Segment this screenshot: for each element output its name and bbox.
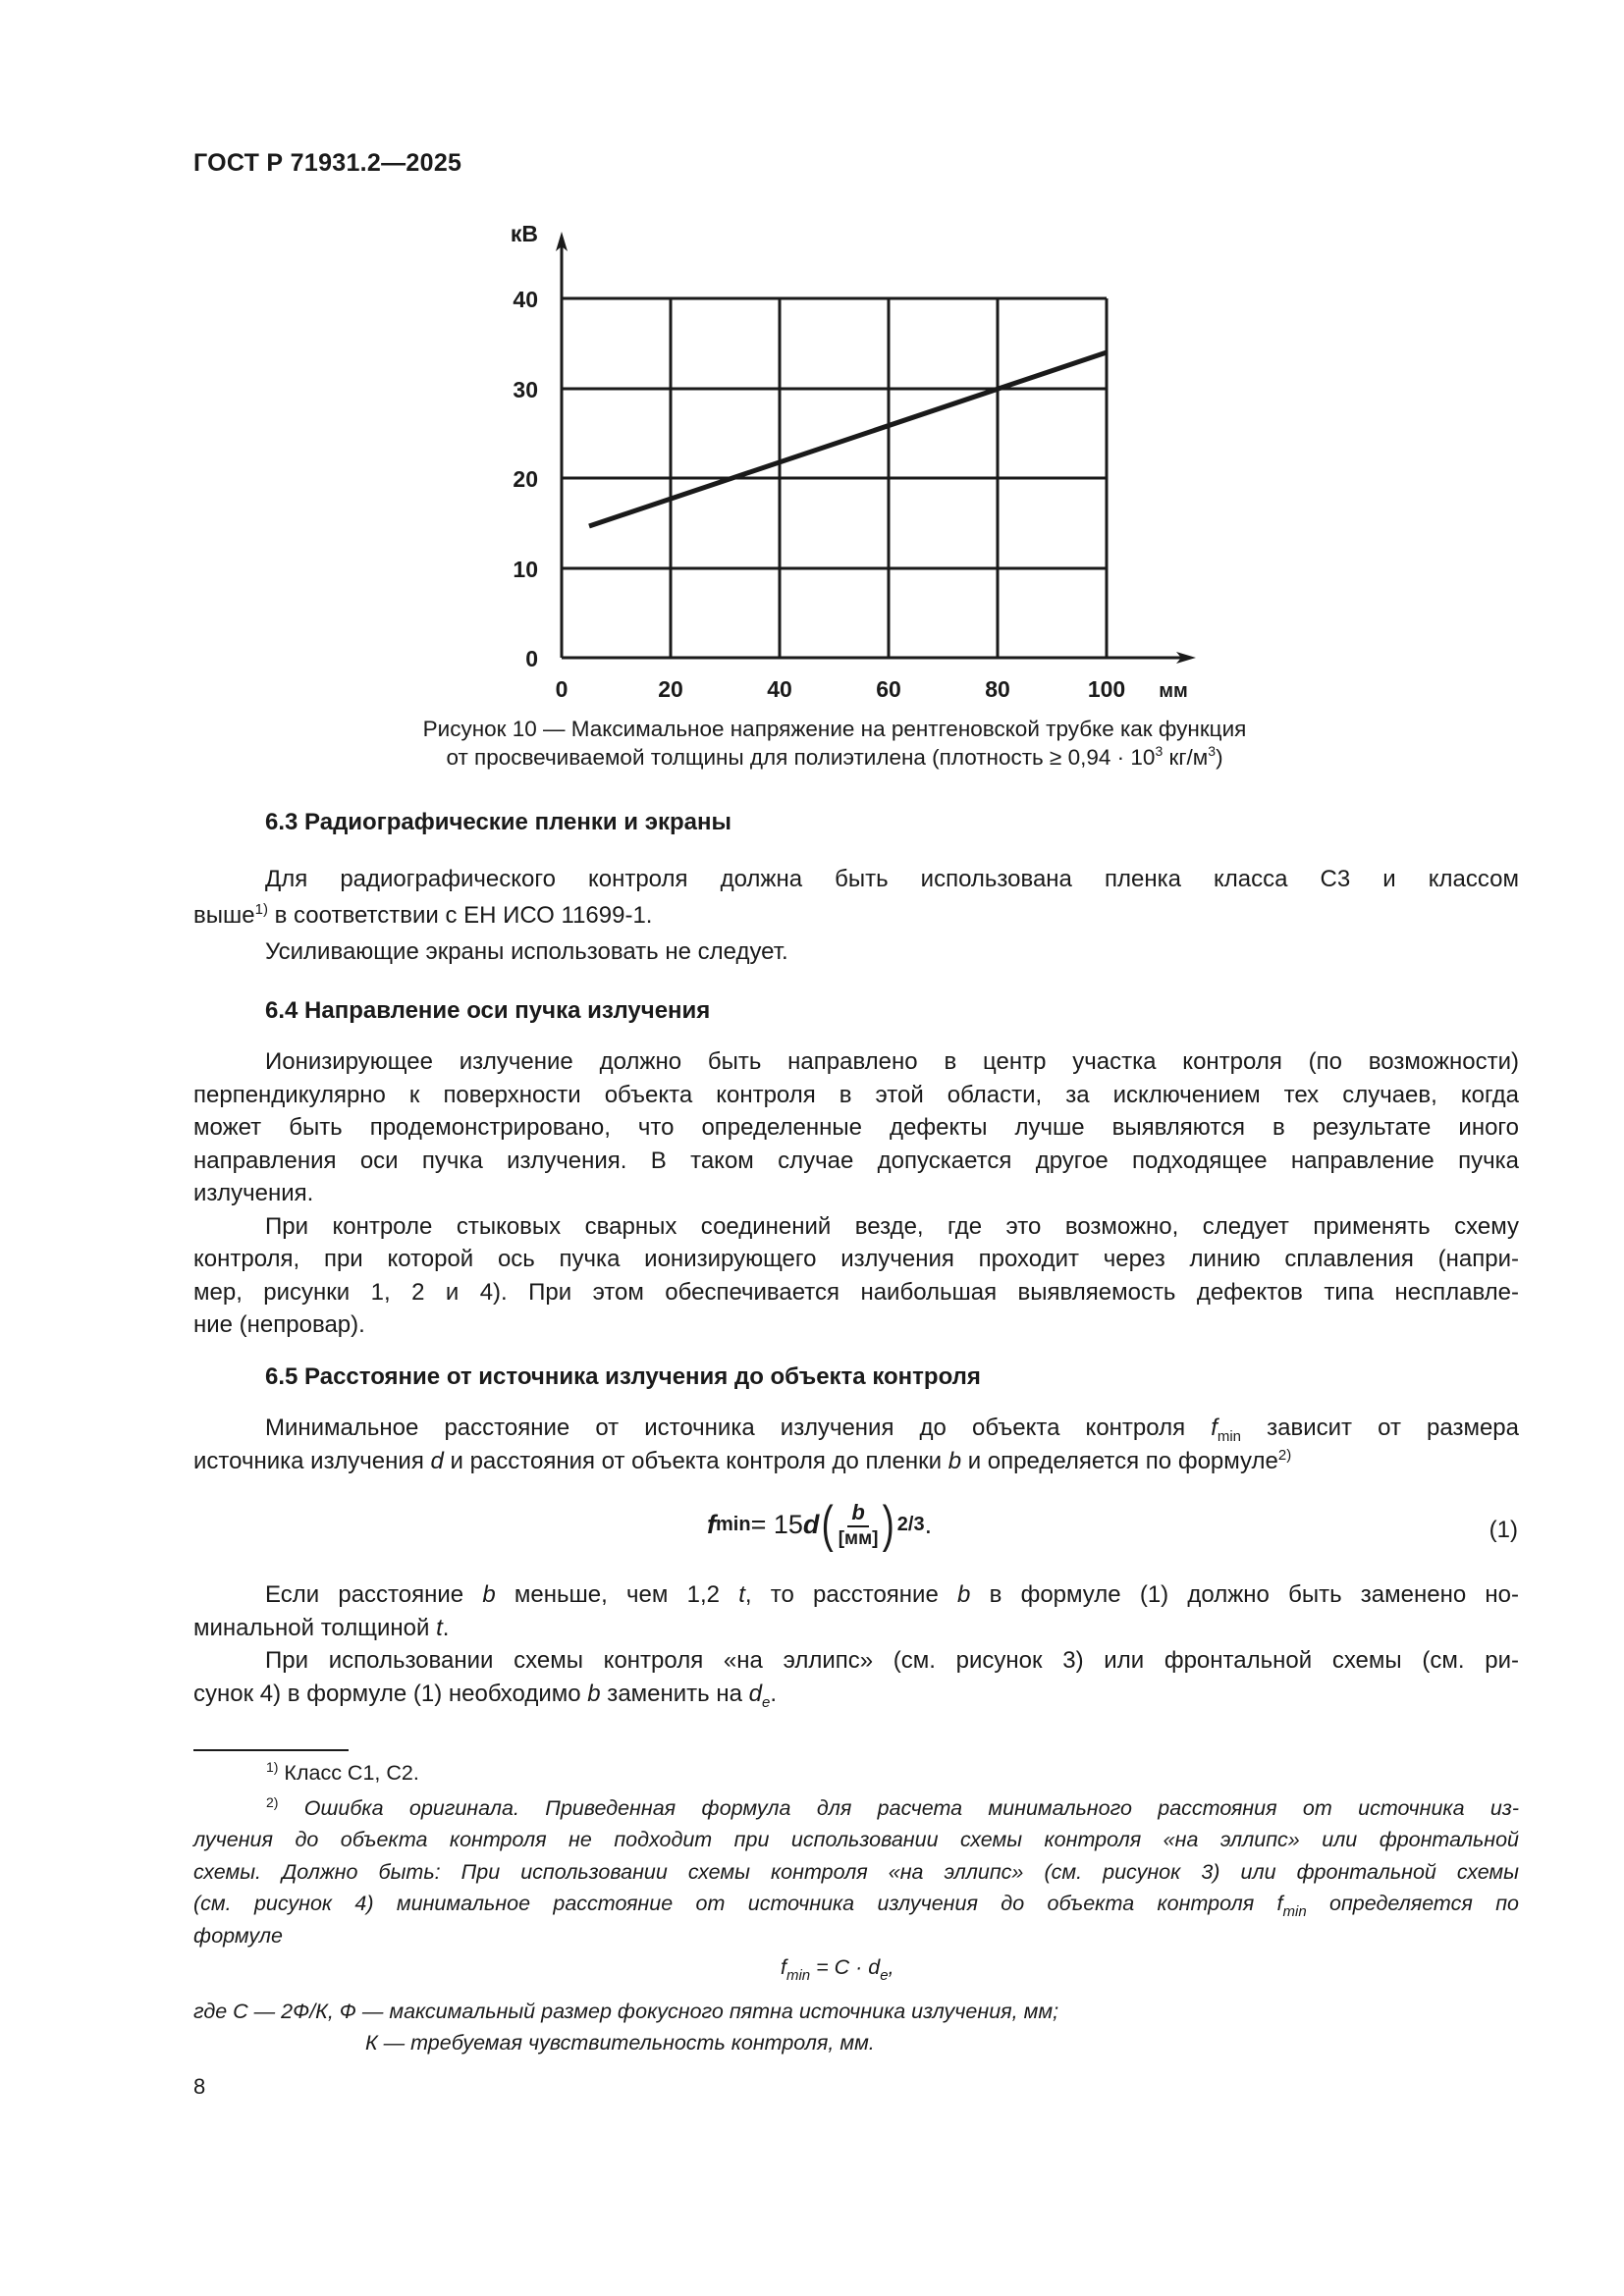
footnote-2-line: лучения до объекта контроля не подходит при использовании схемы контроля «на эллипс» или фронтальной <box>193 1828 1519 1851</box>
y-tick: 30 <box>513 377 538 402</box>
x-tick: 80 <box>985 676 1010 702</box>
footnote-1: $^{1)}$ Класс С1, С2. <box>266 1759 419 1785</box>
x-tick: 20 <box>658 676 683 702</box>
paragraph-line: может быть продемонстрировано, что определенные дефекты лучше выявляются в результате иного <box>193 1114 1519 1141</box>
data-line <box>589 352 1107 526</box>
x-tick: 60 <box>876 676 901 702</box>
x-tick: 0 <box>555 676 568 702</box>
page-number: 8 <box>193 2074 206 2099</box>
section-heading-6-5: 6.5 Расстояние от источника излучения до объекта контроля <box>265 1363 981 1390</box>
paragraph-line: При контроле стыковых сварных соединений везде, где это возможно, следует применять схему <box>265 1212 1519 1240</box>
footnote-2-line: $^{2)}$ Ошибка оригинала. Приведенная формула для расчета минимального расстояния от источника из- <box>266 1793 1519 1820</box>
footnote-where-2: К — требуемая чувствительность контроля, мм. <box>365 2031 875 2055</box>
chart-axes <box>562 240 1186 658</box>
section-6-5-body <box>193 1412 1519 1477</box>
document-header: ГОСТ Р 71931.2—2025 <box>193 149 462 177</box>
x-axis-unit: мм <box>1159 680 1188 702</box>
paragraph-line: контроля, при которой ось пучка ионизирующего излучения проходит через линию сплавления (напри- <box>193 1246 1519 1272</box>
section-6-5-body-cont <box>193 1578 1519 1710</box>
voltage-thickness-chart <box>491 221 1237 712</box>
paragraph-line: мер, рисунки 1, 2 и 4). При этом обеспечивается наибольшая выявляемость дефектов типа несплавле- <box>193 1278 1519 1306</box>
paragraph-line: выше$^{1)}$ в соответствии с ЕН ИСО 11699-1. <box>193 900 653 929</box>
y-tick: 40 <box>513 287 538 312</box>
footnote-separator <box>193 1749 349 1751</box>
figure-caption <box>295 715 1375 772</box>
paragraph-line: источника излучения d и расстояния от объекта контроля до пленки b и определяется по формуле$^{2)}$ <box>193 1446 1292 1474</box>
y-axis-unit: кВ <box>510 221 538 246</box>
caption-line: от просвечиваемой толщины для полиэтилена (плотность ≥ $0,94 \cdot 10^3$ $кг/м^3$) <box>446 743 1223 770</box>
paragraph-line: Для радиографического контроля должна быть использована пленка класса С3 и классом <box>265 866 1519 892</box>
caption-line: Рисунок 10 — Максимальное напряжение на рентгеновской трубке как функция <box>422 717 1247 741</box>
footnote-where-1: где С — 2Ф/К, Ф — максимальный размер фокусного пятна источника излучения, мм; <box>193 1999 1059 2023</box>
paragraph-line: перпендикулярно к поверхности объекта контроля в этой области, за исключением тех случаев, когда <box>193 1081 1519 1108</box>
y-tick: 20 <box>513 466 538 492</box>
equation-number: (1) <box>1489 1517 1518 1543</box>
section-6-4-body <box>193 1045 1519 1342</box>
paragraph-line: ние (непровар). <box>193 1311 365 1338</box>
paragraph-line: направления оси пучка излучения. В таком случае допускается другое подходящее направление пучка <box>193 1147 1519 1174</box>
paragraph-line: Минимальное расстояние от источника излучения до объекта контроля $f_{min}$ зависит от размера <box>265 1415 1519 1445</box>
paragraph-line: Усиливающие экраны использовать не следует. <box>265 937 788 965</box>
paragraph-line: сунок 4) в формуле (1) необходимо b заменить на $d_e$. <box>193 1680 777 1711</box>
x-tick: 40 <box>767 676 792 702</box>
footnote-ref-2[interactable]: 2) <box>1277 1446 1292 1464</box>
footnote-2-line: (см. рисунок 4) минимальное расстояние от источника излучения до объекта контроля $f_{min}$ определяется по <box>193 1892 1519 1920</box>
paragraph-line: Ионизирующее излучение должно быть направлено в центр участка контроля (по возможности) <box>265 1048 1519 1075</box>
section-heading-6-3: 6.3 Радиографические пленки и экраны <box>265 809 731 835</box>
section-heading-6-4: 6.4 Направление оси пучка излучения <box>265 997 711 1024</box>
y-tick: 0 <box>525 646 538 671</box>
footnote-formula: $f_{min} = C \cdot d_e$, <box>781 1955 894 1984</box>
formula-1: f min = 15 d ( $\frac{b}{[мм]}$ ) 2/3 . <box>707 1496 933 1553</box>
chart-grid <box>562 298 1107 658</box>
paragraph-line: Если расстояние b меньше, чем 1,2 t, то расстояние b в формуле (1) должно быть заменено но- <box>265 1581 1520 1608</box>
y-tick: 10 <box>513 557 538 582</box>
footnote-2-line: формуле <box>193 1923 283 1948</box>
paragraph-line: При использовании схемы контроля «на эллипс» (см. рисунок 3) или фронтальной схемы (см. ри- <box>265 1647 1519 1674</box>
section-6-3-body <box>193 863 1519 968</box>
paragraph-line: минальной толщиной t. <box>193 1614 450 1641</box>
x-tick: 100 <box>1087 676 1126 702</box>
footnotes <box>193 1757 1519 2059</box>
paragraph-line: излучения. <box>193 1180 314 1206</box>
footnote-ref-1[interactable]: 1) <box>254 900 268 918</box>
footnote-2-line: схемы. Должно быть: При использовании схемы контроля «на эллипс» (см. рисунок 3) или фронтальной схемы <box>193 1859 1519 1884</box>
